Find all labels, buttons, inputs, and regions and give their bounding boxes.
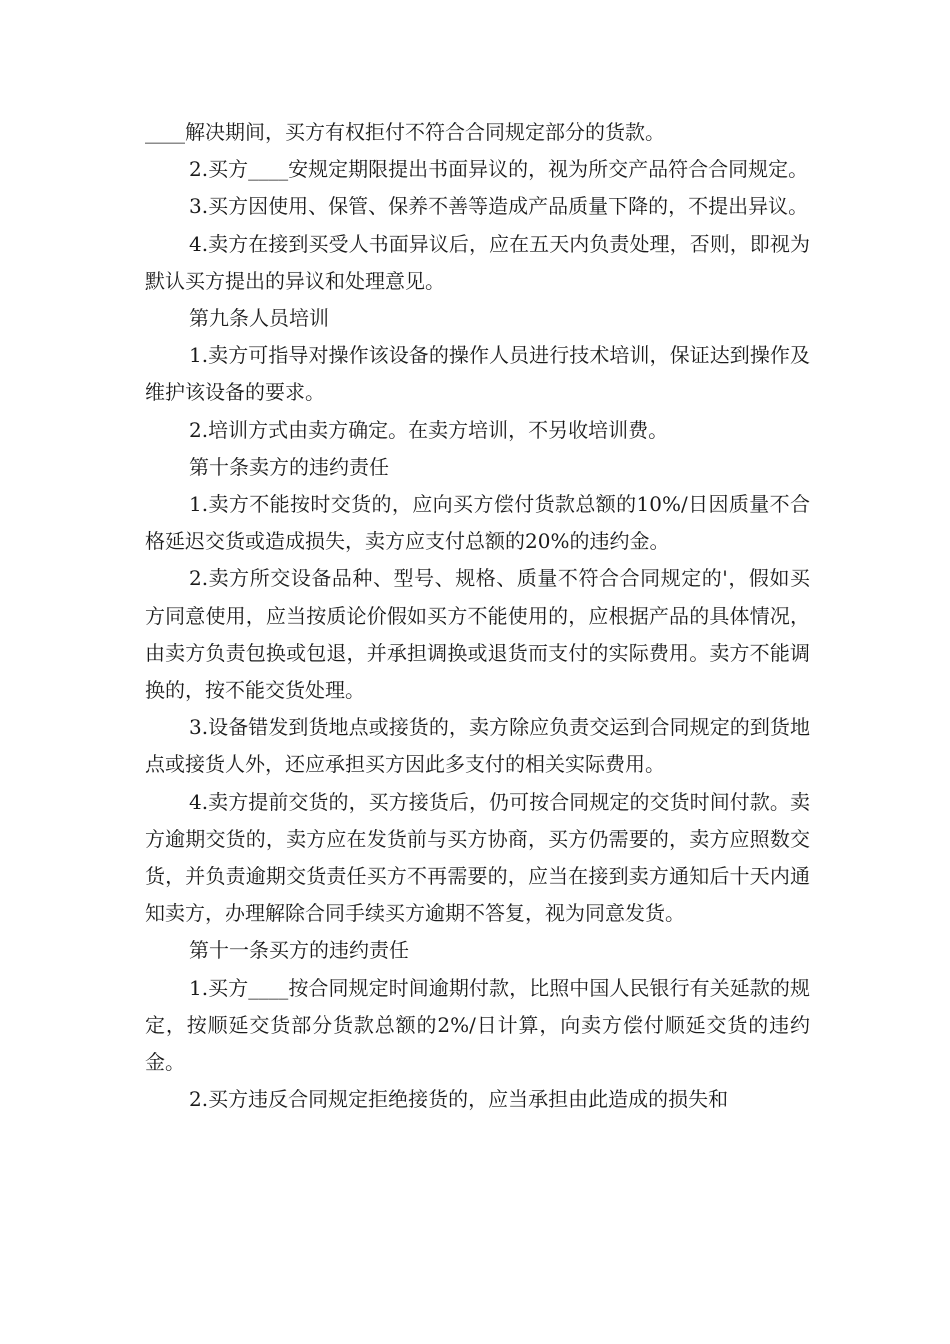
section-heading-article-10: 第十条卖方的违约责任 bbox=[189, 454, 389, 479]
paragraph-clause-11-2: 2.买方违反合同规定拒绝接货的，应当承担由此造成的损失和 bbox=[189, 1087, 729, 1112]
paragraph-clause-11-1: 1.买方____按合同规定时间逾期付款，比照中国人民银行有关延款的规定，按顺延交货部分货款总额的2%/日计算，向卖方偿付顺延交货的违约金。 bbox=[145, 975, 810, 1075]
paragraph-clause-9-2: 2.培训方式由卖方确定。在卖方培训，不另收培训费。 bbox=[189, 417, 669, 442]
section-heading-article-11: 第十一条买方的违约责任 bbox=[189, 938, 409, 963]
paragraph-clause-10-4: 4.卖方提前交货的，买方接货后，仍可按合同规定的交货时间付款。卖方逾期交货的，卖方应在发货前与买方协商，买方仍需要的，卖方应照数交货，并负责逾期交货责任买方不再需要的，应当在接到卖方通知后十天内通知卖方，办理解除合同手续买方逾期不答复，视为同意发货。 bbox=[145, 789, 810, 926]
paragraph-clause-8-4: 4.卖方在接到买受人书面异议后，应在五天内负责处理，否则，即视为默认买方提出的异议和处理意见。 bbox=[145, 231, 810, 293]
paragraph-clause-10-1: 1.卖方不能按时交货的，应向买方偿付货款总额的10%/日因质量不合格延迟交货或造成损失，卖方应支付总额的20%的违约金。 bbox=[145, 492, 810, 554]
paragraph-clause-10-3: 3.设备错发到货地点或接货的，卖方除应负责交运到合同规定的到货地点或接货人外，还应承担买方因此多支付的相关实际费用。 bbox=[145, 715, 810, 777]
document-body bbox=[145, 114, 810, 1118]
paragraph-clause-9-1: 1.卖方可指导对操作该设备的操作人员进行技术培训，保证达到操作及维护该设备的要求。 bbox=[145, 343, 810, 405]
paragraph-clause-10-2: 2.卖方所交设备品种、型号、规格、质量不符合合同规定的'，假如买方同意使用，应当按质论价假如买方不能使用的，应根据产品的具体情况，由卖方负责包换或包退，并承担调换或退货而支付的实际费用。卖方不能调换的，按不能交货处理。 bbox=[145, 566, 810, 703]
paragraph-continuation: ____解决期间，买方有权拒付不符合合同规定部分的货款。 bbox=[145, 120, 665, 144]
section-heading-article-9: 第九条人员培训 bbox=[189, 306, 329, 331]
paragraph-clause-8-3: 3.买方因使用、保管、保养不善等造成产品质量下降的，不提出异议。 bbox=[189, 194, 809, 219]
paragraph-clause-8-2: 2.买方____安规定期限提出书面异议的，视为所交产品符合合同规定。 bbox=[189, 157, 809, 182]
